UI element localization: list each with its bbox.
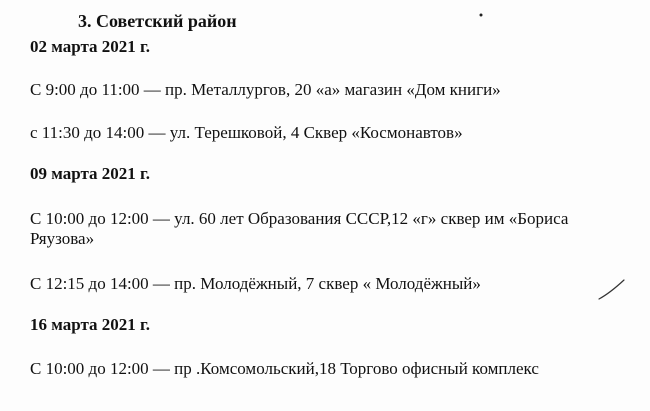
date-heading: 02 марта 2021 г. bbox=[30, 37, 151, 56]
ink-dot bbox=[478, 12, 484, 18]
section-title: 3. Советский район bbox=[78, 11, 237, 31]
schedule-entry: С 9:00 до 11:00 — пр. Металлургов, 20 «а» магазин «Дом книги» bbox=[30, 80, 501, 99]
schedule-entry: С 10:00 до 12:00 — ул. 60 лет Образования СССР,12 «г» сквер им «Бориса Ряузова» bbox=[30, 209, 569, 248]
date-heading: 09 марта 2021 г. bbox=[30, 164, 151, 183]
pen-stroke bbox=[596, 277, 628, 303]
schedule-entry: С 12:15 до 14:00 — пр. Молодёжный, 7 сквер « Молодёжный» bbox=[30, 274, 481, 293]
schedule-entry: С 10:00 до 12:00 — пр .Комсомольский,18 Торгово офисный комплекс bbox=[30, 359, 539, 378]
schedule-entry: с 11:30 до 14:00 — ул. Терешковой, 4 Сквер «Космонавтов» bbox=[30, 123, 463, 142]
date-heading: 16 марта 2021 г. bbox=[30, 315, 151, 334]
